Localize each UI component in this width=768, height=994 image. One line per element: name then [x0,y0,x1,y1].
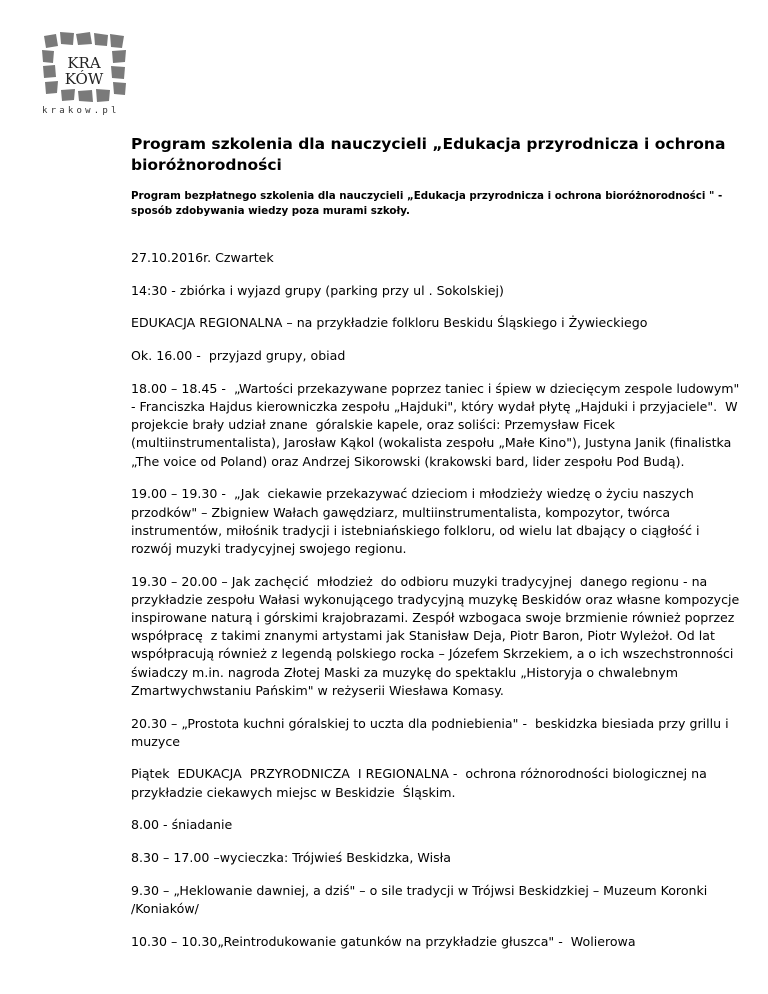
schedule-paragraph: 8.30 – 17.00 –wycieczka: Trójwieś Beskidzka, Wisła [131,850,451,866]
schedule-paragraph: Piątek EDUKACJA PRZYRODNICZA I REGIONALNA - ochrona różnorodności biologicznej na przykładzie ciekawych miejsc w Beskidzie Śląskim. [131,766,711,800]
schedule-paragraph: 19.30 – 20.00 – Jak zachęcić młodzież do odbioru muzyki tradycyjnej danego regionu - na przykładzie zespołu Wałasi wykonującego tradycyjną muzykę Beskidów oraz własne kompozycje inspirowane naturą i górskimi krajobrazami. Zespół wzbogaca swoje brzmienie również poprzez współpracę z takimi znanymi artystami jak Stanisław Deja, Piotr Baron, Piotr Wyleżoł. Od lat współpracują również z legendą polskiego rocka – Józefem Skrzekiem, a o ich wszechstronności świadczy m.in. nagroda Złotej Maski za muzykę do spektaklu „Historyja o chwalebnym Zmartwychwstaniu Pańskim" w reżyserii Wiesława Komasy. [131,573,744,698]
schedule-paragraph: 14:30 - zbiórka i wyjazd grupy (parking przy ul . Sokolskiej) [131,282,504,298]
logo-word-bottom: KÓW [64,70,104,88]
schedule-paragraph: Ok. 16.00 - przyjazd grupy, obiad [131,348,346,364]
schedule-paragraph: 20.30 – „Prostota kuchni góralskiej to uczta dla podniebienia" - beskidzka biesiada przy grillu i muzyce [131,715,733,749]
document-body [131,134,743,965]
schedule-paragraph: 18.00 – 18.45 - „Wartości przekazywane poprzez taniec i śpiew w dziecięcym zespole ludowym" - Franciszka Hajdus kierowniczka zespołu „Hajduki", który wydał płytę „Hajduki i przyjaciele". W projekcie brały udział znane góralskie kapele, oraz soliści: Przemysław Ficek (multiinstrumentalista), Jarosław Kąkol (wokalista zespołu „Małe Kino"), Justyna Janik (finalistka „The voice od Poland) oraz Andrzej Sikorowski (krakowski bard, lider zespołu Pod Budą). [131,380,744,469]
document-title: Program szkolenia dla nauczycieli „Edukacja przyrodnicza i ochrona bioróżnorodności [131,135,726,174]
schedule-paragraph: 9.30 – „Heklowanie dawniej, a dziś" – o sile tradycji w Trójwsi Beskidzkiej – Muzeum Koronki /Koniaków/ [131,882,712,916]
schedule-paragraph: 19.00 – 19.30 - „Jak ciekawie przekazywać dzieciom i młodzieży wiedzę o życiu naszych przodków" – Zbigniew Wałach gawędziarz, multiinstrumentalista, kompozytor, twórca instrumentów, miłośnik tradycji i istebniańskiego folkloru, od wielu lat dbający o ciągłość i rozwój muzyki tradycyjnej swojego regionu. [131,486,704,556]
schedule-paragraph: EDUKACJA REGIONALNA – na przykładzie folkloru Beskidu Śląskiego i Żywieckiego [131,315,648,331]
schedule-paragraph: 27.10.2016r. Czwartek [131,250,274,265]
schedule-paragraph: 10.30 – 10.30„Reintrodukowanie gatunków na przykładzie głuszca" - Wolierowa [131,933,636,949]
program-schedule [131,249,743,951]
document-subtitle: Program bezpłatnego szkolenia dla nauczycieli „Edukacja przyrodnicza i ochrona bioróżnorodności " - sposób zdobywania wiedzy poza murami szkoły. [131,190,723,217]
logo-url: krakow.pl [42,106,120,116]
krakow-logo-mark [40,30,128,106]
logo-word-top: KRA [67,54,101,72]
schedule-paragraph: 8.00 - śniadanie [131,817,233,833]
